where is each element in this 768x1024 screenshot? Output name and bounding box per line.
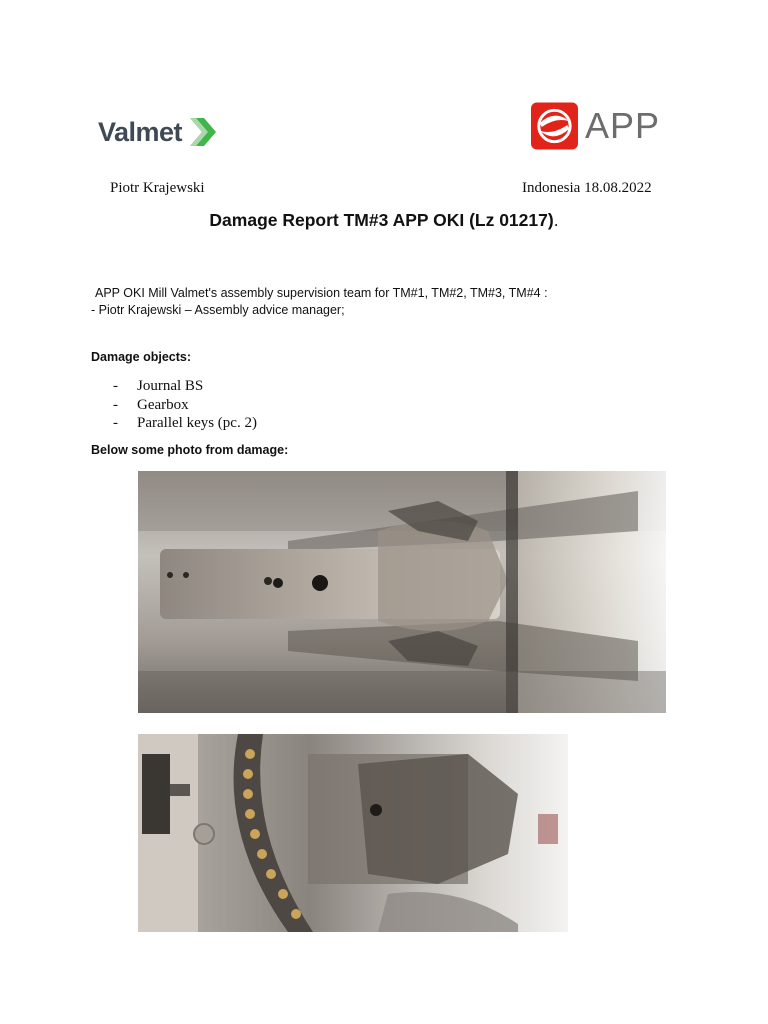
list-dash: - xyxy=(113,378,118,394)
valmet-logo xyxy=(98,112,238,152)
team-member: - Piotr Krajewski – Assembly advice manager; xyxy=(91,303,345,317)
damage-objects-list xyxy=(113,378,257,434)
report-title xyxy=(0,210,768,231)
app-swirl-icon xyxy=(530,101,579,151)
list-item-label: Parallel keys (pc. 2) xyxy=(137,415,257,431)
list-item xyxy=(113,415,257,434)
app-logo xyxy=(530,100,660,152)
list-item-label: Journal BS xyxy=(137,378,204,394)
report-title-text: Damage Report TM#3 APP OKI (Lz 01217) xyxy=(209,210,554,230)
report-title-suffix: . xyxy=(553,210,559,230)
list-item xyxy=(113,378,257,397)
place-date: Indonesia 18.08.2022 xyxy=(522,180,652,196)
list-item xyxy=(113,397,257,416)
photo-gearbox-bearing-damage xyxy=(138,734,568,932)
list-dash: - xyxy=(113,415,118,431)
photos-heading: Below some photo from damage: xyxy=(91,443,289,457)
team-description: APP OKI Mill Valmet's assembly supervision team for TM#1, TM#2, TM#3, TM#4 : xyxy=(95,286,548,300)
list-dash: - xyxy=(113,396,118,413)
app-logo-text: APP xyxy=(584,105,660,146)
valmet-logo-text: Valmet xyxy=(98,116,183,147)
valmet-chevron-icon xyxy=(184,114,220,150)
author-name: Piotr Krajewski xyxy=(110,180,205,196)
photo-damaged-journal-keyway xyxy=(138,471,666,713)
damage-objects-heading: Damage objects: xyxy=(91,350,192,364)
list-item-label: Gearbox xyxy=(137,396,189,413)
